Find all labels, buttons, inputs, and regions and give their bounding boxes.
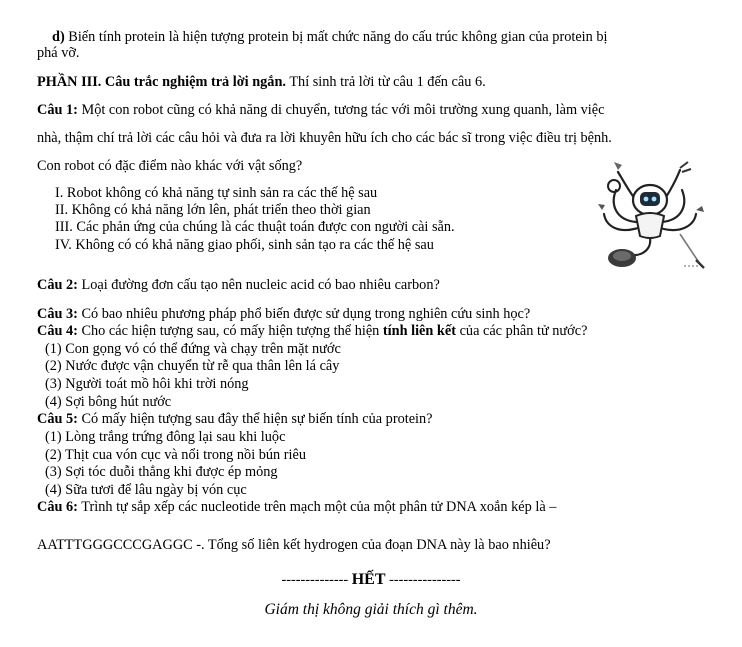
d-item-label: d)	[52, 29, 65, 45]
end-dashes-right: ---------------	[389, 572, 461, 588]
q3-line	[37, 307, 530, 321]
part3-instruction: Thí sinh trả lời từ câu 1 đến câu 6.	[289, 74, 486, 90]
end-dashes-left: --------------	[281, 572, 349, 588]
q3-label: Câu 3:	[37, 306, 78, 322]
q1-line1	[37, 103, 604, 117]
part3-heading-line	[37, 75, 486, 89]
end-marker	[0, 571, 742, 589]
q4-label: Câu 4:	[37, 323, 78, 339]
q5-line	[37, 412, 433, 426]
q1-option-3: III. Các phản ứng của chúng là các thuật toán được con người cài sẵn.	[55, 219, 455, 235]
q4-item-4: (4) Sợi bông hút nước	[45, 394, 172, 410]
d-item-line2: phá vỡ.	[37, 45, 80, 61]
q4-text-before: Cho các hiện tượng sau, có mấy hiện tượng thể hiện	[81, 323, 380, 339]
q1-line2: nhà, thậm chí trả lời các câu hỏi và đưa ra lời khuyên hữu ích cho các bác sĩ trong việc điều trị bệnh.	[37, 130, 612, 146]
q4-item-2: (2) Nước được vận chuyển từ rễ qua thân lên lá cây	[45, 358, 340, 374]
q5-item-3: (3) Sợi tóc duỗi thẳng khi được ép mỏng	[45, 464, 278, 480]
q2-line	[37, 278, 440, 292]
q4-item-3: (3) Người toát mồ hôi khi trời nóng	[45, 376, 249, 392]
q4-line	[37, 324, 587, 338]
q5-item-4: (4) Sữa tươi để lâu ngày bị vón cục	[45, 482, 247, 498]
q2-text: Loại đường đơn cấu tạo nên nucleic acid có bao nhiêu carbon?	[81, 277, 440, 293]
end-label: HẾT	[351, 571, 386, 588]
d-item-line1	[52, 30, 608, 44]
q1-label: Câu 1:	[37, 102, 78, 118]
q4-item-1: (1) Con gọng vó có thể đứng và chạy trên mặt nước	[45, 341, 341, 357]
q6-line2: AATTTGGGCCCGAGGC -. Tổng số liên kết hydrogen của đoạn DNA này là bao nhiêu?	[37, 537, 551, 553]
q1-option-2: II. Không có khả năng lớn lên, phát triển theo thời gian	[55, 202, 371, 218]
q1-text-line1: Một con robot cũng có khả năng di chuyển, tương tác với môi trường xung quanh, làm việc	[81, 102, 605, 118]
q5-text: Có mấy hiện tượng sau đây thể hiện sự biến tính của protein?	[81, 411, 433, 427]
q5-item-2: (2) Thịt cua vón cục và nổi trong nồi bún riêu	[45, 447, 306, 463]
q4-bold-term: tính liên kết	[382, 323, 456, 339]
footer-note: Giám thị không giải thích gì thêm.	[264, 601, 478, 618]
q1-option-4: IV. Không có có khả năng giao phối, sinh sản tạo ra các thế hệ sau	[55, 237, 434, 253]
q1-option-1: I. Robot không có khả năng tự sinh sản ra các thế hệ sau	[55, 185, 378, 201]
q5-label: Câu 5:	[37, 411, 78, 427]
q6-line1	[37, 500, 556, 514]
q3-text: Có bao nhiêu phương pháp phổ biến được sử dụng trong nghiên cứu sinh học?	[81, 306, 531, 322]
q2-label: Câu 2:	[37, 277, 78, 293]
q6-text-line1: Trình tự sắp xếp các nucleotide trên mạch một của một phân tử DNA xoắn kép là –	[81, 499, 557, 515]
part3-heading: PHẦN III. Câu trắc nghiệm trả lời ngắn.	[37, 74, 286, 90]
d-item-text: Biến tính protein là hiện tượng protein bị mất chức năng do cấu trúc không gian của protein bị	[68, 29, 608, 45]
q4-text-after: của các phân tử nước?	[459, 323, 588, 339]
robot-illustration	[596, 160, 706, 272]
q6-label: Câu 6:	[37, 499, 78, 515]
q5-item-1: (1) Lòng trắng trứng đông lại sau khi luộc	[45, 429, 286, 445]
q1-line3: Con robot có đặc điểm nào khác với vật sống?	[37, 158, 303, 174]
